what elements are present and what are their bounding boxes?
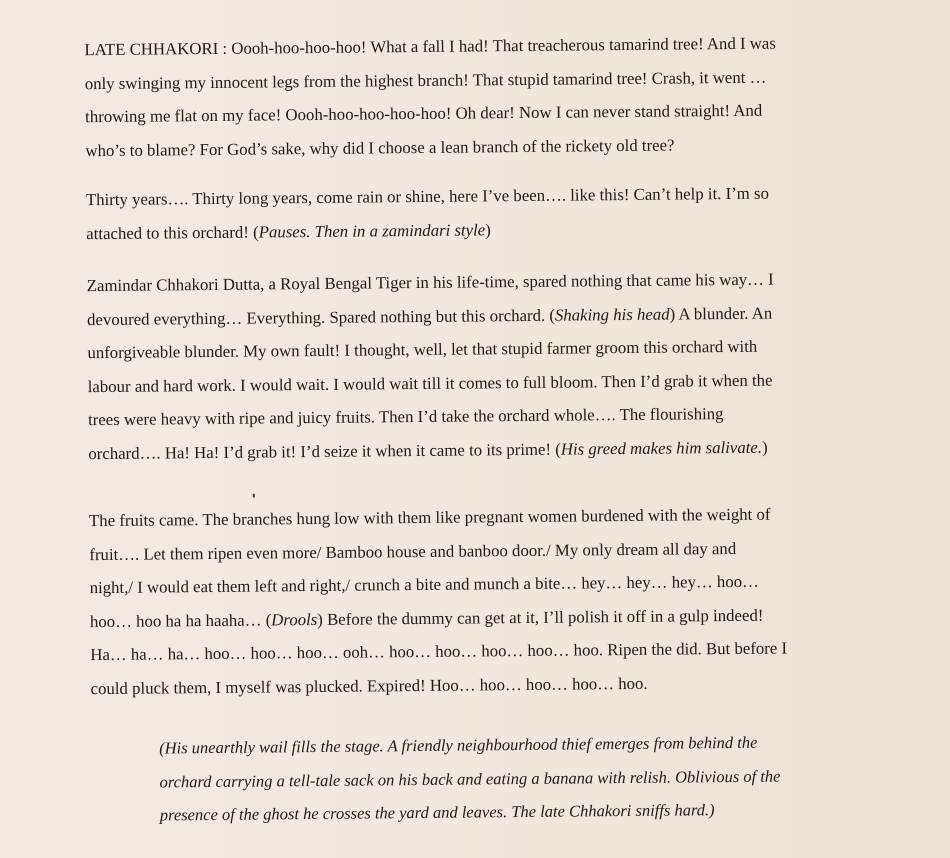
paragraph-2	[86, 176, 887, 251]
stage-direction-line: presence of the ghost he crosses the yard and leaves. The late Chhakori sniffs hard.)	[159, 800, 715, 825]
text-run: fruit…. Let them ripen even more/ Bamboo house and banboo door./ My only dream all day and	[89, 538, 737, 564]
text-run: The fruits came. The branches hung low with them like pregnant women burdened with the weight of	[88, 504, 771, 531]
text-run: Zamindar Chhakori Dutta, a Royal Bengal Tiger in his life-time, spared nothing that came his way… I	[86, 269, 774, 296]
stage-direction	[159, 724, 900, 832]
stage-direction-inline: Pauses. Then in a zamindari style	[258, 219, 486, 242]
text-run: night,/ I would eat them left and right,/ crunch a bite and munch a bite… hey… hey… hey… hoo…	[89, 571, 759, 598]
text-line	[85, 126, 885, 167]
text-run: orchard…. Ha! Ha! I’d grab it! I’d seize it when it came to its prime! (	[88, 439, 561, 464]
stage-direction-line: orchard carrying a tell-tale sack on his back and eating a banana with relish. Oblivious of the	[159, 766, 781, 792]
text-run: Ha… ha… ha… hoo… hoo… hoo… ooh… hoo… hoo… hoo… hoo… hoo. Ripen the did. But before I	[90, 638, 788, 665]
text-line	[90, 664, 890, 705]
stage-direction-line: (His unearthly wail fills the stage. A friendly neighbourhood thief emerges from behind the	[159, 732, 758, 758]
text-line	[86, 209, 886, 250]
stage-direction-inline: Drools	[271, 609, 318, 630]
text-line	[88, 429, 888, 470]
text-run: ) Before the dummy can get at it, I’ll polish it off in a gulp indeed!	[317, 605, 764, 629]
text-run: hoo… hoo ha ha haaha… (	[89, 610, 272, 631]
text-run: Thirty years…. Thirty long years, come rain or shine, here I’ve been…. like this! Can’t help it. I’m so	[85, 183, 770, 210]
text-run: )	[761, 437, 768, 457]
text-run: unforgiveable blunder. My own fault! I thought, well, let that stupid farmer groom this orchard with	[87, 336, 758, 363]
paragraph-3	[87, 262, 889, 471]
text-run: who’s to blame? For God’s sake, why did I choose a lean branch of the rickety old tree?	[85, 135, 675, 160]
text-run: only swinging my innocent legs from the highest branch! That stupid tamarind tree! Crash, it went …	[84, 67, 767, 93]
stage-direction-inline: His greed makes him salivate.	[560, 437, 763, 459]
paragraph-1	[84, 26, 885, 168]
text-run: LATE CHHAKORI : Oooh-hoo-hoo-hoo! What a fall I had! That treacherous tamarind tree! And I was	[84, 33, 776, 60]
ink-speck	[253, 494, 255, 498]
text-run: attached to this orchard! (	[86, 222, 259, 243]
text-run: could pluck them, I myself was plucked. Expired! Hoo… hoo… hoo… hoo… hoo.	[90, 673, 648, 699]
text-run: )	[485, 219, 491, 239]
text-run: trees were heavy with ripe and juicy fruits. Then I’d take the orchard whole…. The flourishing	[87, 404, 724, 430]
text-run: ) A blunder. An	[669, 303, 773, 324]
text-run: throwing me flat on my face! Oooh-hoo-hoo-hoo-hoo! Oh dear! Now I can never stand straight! And	[85, 100, 763, 127]
text-run: labour and hard work. I would wait. I would wait till it comes to full bloom. Then I’d grab it when the	[87, 370, 773, 396]
paragraph-4	[89, 496, 891, 705]
text-run: devoured everything… Everything. Spared nothing but this orchard. (	[86, 305, 556, 329]
stage-direction-inline: Shaking his head	[554, 304, 670, 325]
